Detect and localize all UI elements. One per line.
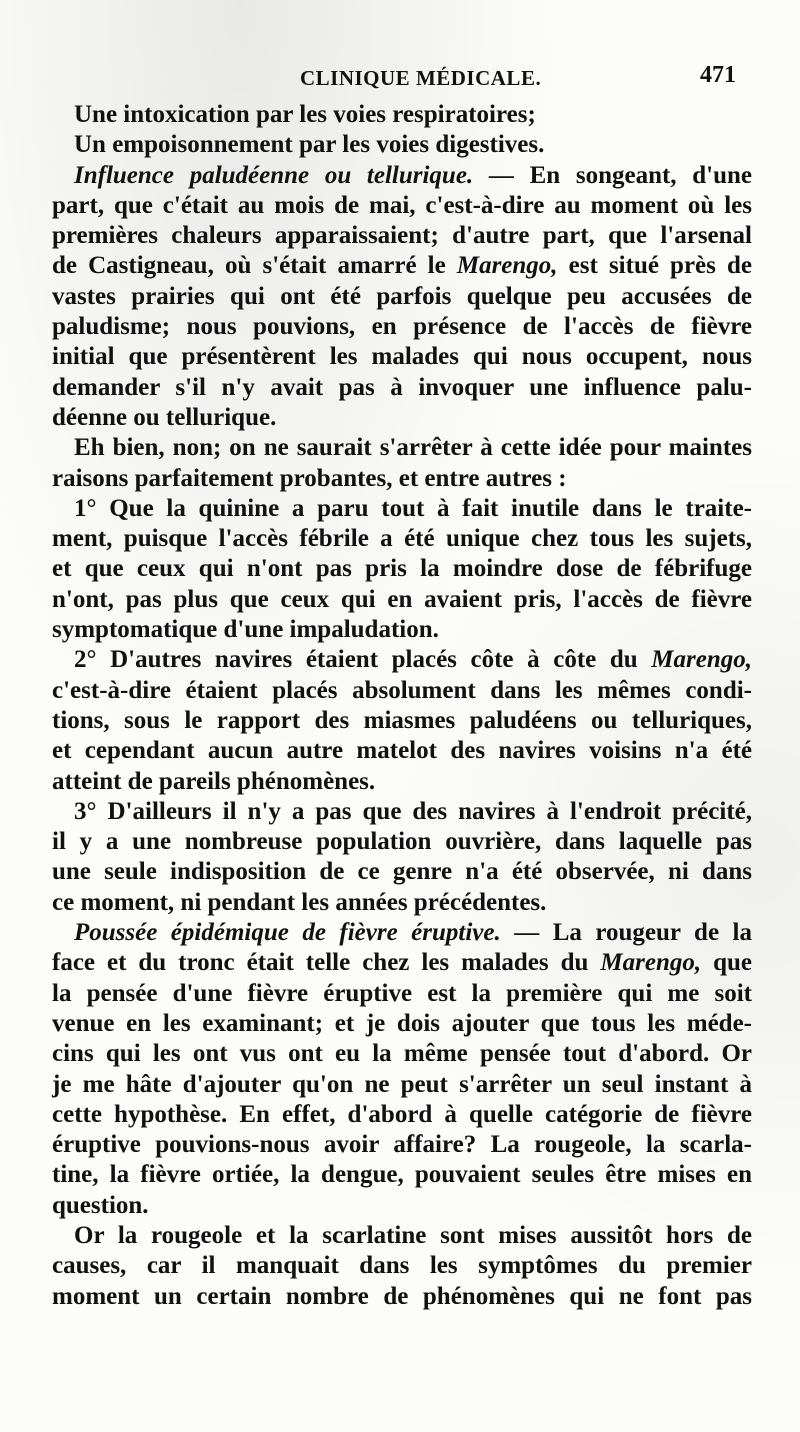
text-span: vastes prairies qui ont été parfois quelque peu accusées de: [52, 282, 752, 310]
text-span: part, que c'était au mois de mai, c'est-à-dire au moment où les: [52, 191, 752, 219]
text-line: [52, 736, 752, 766]
text-span: la pensée d'une fièvre éruptive est la première qui me soit: [52, 979, 752, 1007]
text-span: — La rougeur de la: [500, 919, 752, 947]
text-line: [52, 857, 752, 887]
text-span: éruptive pouvions-nous avoir affaire? La rougeole, la scarla-: [52, 1131, 752, 1159]
text-line: [52, 1251, 752, 1281]
text-span: 1° Que la quinine a paru tout à fait inutile dans le traite-: [74, 494, 752, 522]
text-line: [52, 1039, 752, 1069]
text-line: [52, 403, 752, 433]
text-span: une seule indisposition de ce genre n'a été observée, ni dans: [52, 858, 752, 886]
text-span: demander s'il n'y avait pas à invoquer une influence palu-: [52, 373, 752, 401]
text-span: c'est-à-dire étaient placés absolument dans les mêmes condi-: [52, 676, 752, 704]
text-line: [52, 100, 752, 130]
text-span: il y a une nombreuse population ouvrière, dans laquelle pas: [52, 828, 752, 856]
text-line: [52, 312, 752, 342]
text-span: moment un certain nombre de phénomènes qui ne font pas: [52, 1282, 752, 1310]
text-span: question.: [52, 1191, 149, 1219]
text-line: [52, 1282, 752, 1312]
text-span: 2° D'autres navires étaient placés côte à côte du: [74, 646, 652, 674]
text-span: de Castigneau, où s'était amarré le: [52, 252, 457, 280]
text-line: [52, 615, 752, 645]
text-span: causes, car il manquait dans les symptômes du premier: [52, 1252, 752, 1280]
text-line: [52, 161, 752, 191]
text-span: face et du tronc était telle chez les malades du: [52, 949, 601, 977]
text-span: paludisme; nous pouvions, en présence de l'accès de fièvre: [52, 313, 752, 341]
text-line: [52, 645, 752, 675]
text-line: [52, 494, 752, 524]
text-span: — En songeant, d'une: [473, 161, 752, 189]
text-line: [52, 1070, 752, 1100]
text-line: [52, 948, 752, 978]
text-span: déenne ou tellurique.: [52, 403, 277, 431]
text-span: Un empoisonnement par les voies digestives.: [74, 131, 545, 159]
text-line: [52, 918, 752, 948]
text-line: [52, 433, 752, 463]
running-head: [0, 62, 800, 92]
italic-text: Influence paludéenne ou tellurique.: [74, 161, 474, 189]
running-head-title: CLINIQUE MÉDICALE.: [300, 66, 542, 90]
text-line: [52, 282, 752, 312]
text-line: [52, 767, 752, 797]
text-span: que: [701, 949, 752, 977]
text-line: [52, 706, 752, 736]
text-line: [52, 342, 752, 372]
text-line: [52, 1221, 752, 1251]
text-span: cette hypothèse. En effet, d'abord à quelle catégorie de fièvre: [52, 1100, 752, 1128]
text-line: [52, 1130, 752, 1160]
italic-text: Poussée épidémique de fièvre éruptive.: [74, 919, 501, 947]
text-line: [52, 130, 752, 160]
text-span: tine, la fièvre ortiée, la dengue, pouvaient seules être mises en: [52, 1161, 752, 1189]
text-line: [52, 464, 752, 494]
text-span: et que ceux qui n'ont pas pris la moindre dose de fébrifuge: [52, 555, 752, 583]
text-span: je me hâte d'ajouter qu'on ne peut s'arrêter un seul instant à: [52, 1070, 752, 1098]
text-span: atteint de pareils phénomènes.: [52, 767, 376, 795]
text-line: [52, 979, 752, 1009]
italic-text: Marengo,: [456, 252, 558, 280]
text-line: [52, 1009, 752, 1039]
text-line: [52, 827, 752, 857]
page-number: 471: [700, 62, 736, 88]
text-span: Or la rougeole et la scarlatine sont mises aussitôt hors de: [74, 1221, 752, 1249]
text-line: [52, 797, 752, 827]
text-span: cins qui les ont vus ont eu la même pensée tout d'abord. Or: [52, 1040, 752, 1068]
text-line: [52, 373, 752, 403]
text-line: [52, 191, 752, 221]
text-line: [52, 221, 752, 251]
text-span: ment, puisque l'accès fébrile a été unique chez tous les sujets,: [52, 525, 752, 553]
text-span: n'ont, pas plus que ceux qui en avaient pris, l'accès de fièvre: [52, 585, 752, 613]
text-span: initial que présentèrent les malades qui nous occupent, nous: [52, 343, 752, 371]
text-line: [52, 585, 752, 615]
text-span: raisons parfaitement probantes, et entre autres :: [52, 464, 567, 492]
text-span: symptomatique d'une impaludation.: [52, 616, 439, 644]
text-span: tions, sous le rapport des miasmes paludéens ou telluriques,: [52, 706, 752, 734]
text-span: venue en les examinant; et je dois ajouter que tous les méde-: [52, 1009, 752, 1037]
text-span: ce moment, ni pendant les années précédentes.: [52, 888, 547, 916]
text-line: [52, 251, 752, 281]
italic-text: Marengo,: [600, 949, 702, 977]
italic-text: Marengo,: [651, 646, 752, 674]
text-span: premières chaleurs apparaissaient; d'autre part, que l'arsenal: [52, 222, 752, 250]
text-line: [52, 1191, 752, 1221]
text-span: est situé près de: [557, 252, 753, 280]
text-span: Eh bien, non; on ne saurait s'arrêter à cette idée pour maintes: [74, 434, 752, 462]
text-line: [52, 524, 752, 554]
text-span: 3° D'ailleurs il n'y a pas que des navires à l'endroit précité,: [74, 797, 752, 825]
text-line: [52, 1100, 752, 1130]
text-line: [52, 554, 752, 584]
body-text: [52, 100, 752, 1312]
text-span: et cependant aucun autre matelot des navires voisins n'a été: [52, 737, 752, 765]
text-span: Une intoxication par les voies respiratoires;: [74, 101, 536, 128]
text-line: [52, 1160, 752, 1190]
text-line: [52, 676, 752, 706]
text-line: [52, 888, 752, 918]
